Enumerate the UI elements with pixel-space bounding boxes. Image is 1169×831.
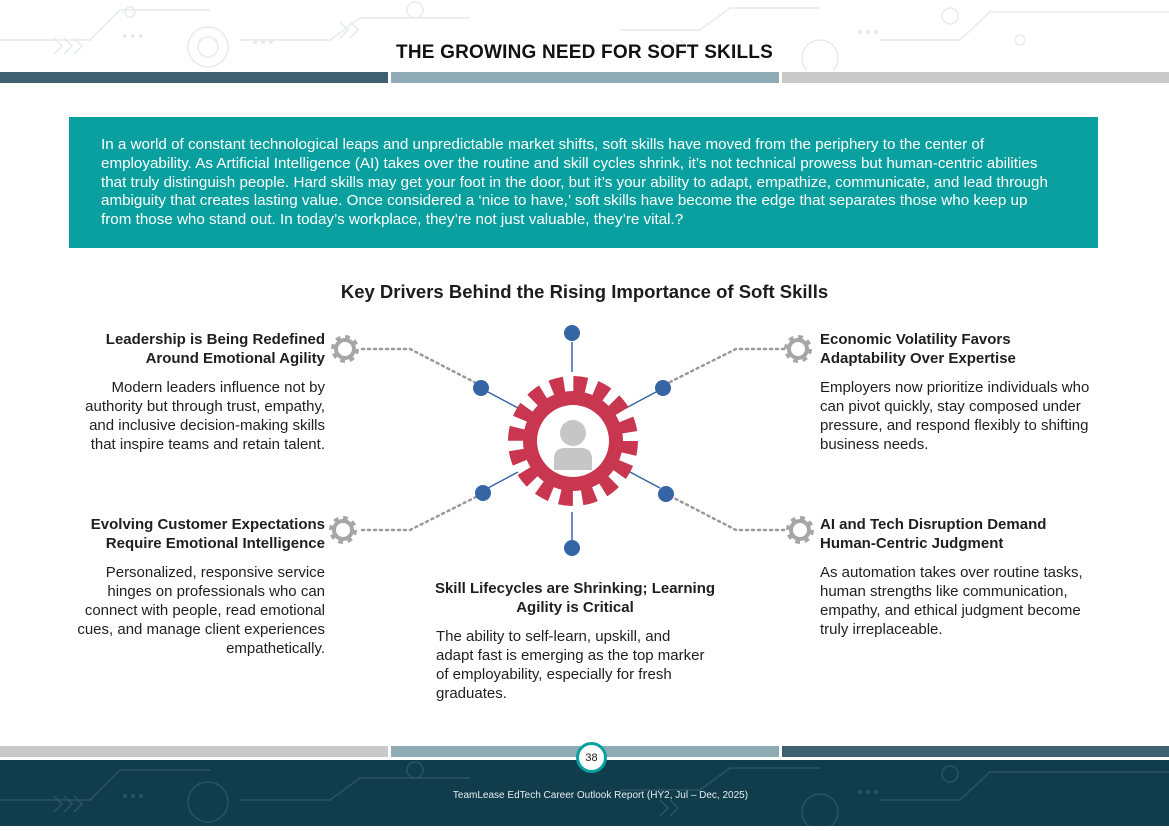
- node-top: [564, 325, 580, 341]
- driver-economic-title: Economic Volatility Favors Adaptability Over Expertise: [820, 331, 1016, 367]
- node-lower-left: [475, 485, 491, 501]
- gear-icon: [787, 338, 809, 360]
- gear-icon: [332, 519, 354, 541]
- node-bottom: [564, 540, 580, 556]
- footer-stripe-light: [0, 746, 388, 757]
- driver-lifecycle: [434, 579, 716, 703]
- node-lower-right: [658, 486, 674, 502]
- gear-icon: [789, 519, 811, 541]
- spoke-lower-right: [630, 472, 660, 488]
- spoke-lower-left: [488, 472, 518, 488]
- node-upper-right: [655, 380, 671, 396]
- driver-leadership-body: Modern leaders influence not by authority but through trust, empathy, and inclusive decision-making skills that inspire teams and retain talent.: [85, 379, 325, 453]
- connector-economic: [666, 349, 784, 384]
- connector-customer: [362, 496, 478, 530]
- page-title: THE GROWING NEED FOR SOFT SKILLS: [396, 42, 773, 63]
- page-number-badge: 38: [576, 742, 607, 773]
- central-gear-icon: [517, 385, 629, 497]
- driver-ai-title: AI and Tech Disruption Demand Human-Centric Judgment: [820, 516, 1047, 552]
- driver-leadership: [68, 330, 325, 454]
- driver-customer-body: Personalized, responsive service hinges on professionals who can connect with people, read emotional cues, and manage client experiences empathetically.: [77, 564, 325, 657]
- driver-lifecycle-title: Skill Lifecycles are Shrinking; Learning Agility is Critical: [434, 580, 716, 616]
- driver-customer: [68, 515, 325, 658]
- spoke-upper-left: [488, 392, 518, 408]
- gear-icon: [334, 338, 356, 360]
- intro-text: In a world of constant technological leaps and unpredictable market shifts, soft skills have moved from the periphery to the center of employability. As Artificial Intelligence (AI) takes over the routine and skill cycles shrink, it’s not technical prowess but human-centric abilities that truly distinguish people. Hard skills may get your foot in the door, but it’s your ability to adapt, empathize, communicate, and lead through ambiguity that creates lasting value. Once considered a ‘nice to have,’ soft skills have become the edge that separates those who keep up from those who stand out. In today’s workplace, they’re not just valuable, they’re vital.?: [101, 136, 1048, 229]
- driver-economic-body: Employers now prioritize individuals who can pivot quickly, stay composed under pressure, and respond flexibly to shifting business needs.: [820, 379, 1090, 453]
- spoke-upper-right: [626, 392, 656, 408]
- footer-report-title: TeamLease EdTech Career Outlook Report (HY2, Jul – Dec, 2025): [452, 790, 749, 801]
- section-title: Key Drivers Behind the Rising Importance of Soft Skills: [340, 281, 829, 302]
- driver-customer-title: Evolving Customer Expectations Require Emotional Intelligence: [90, 516, 325, 552]
- driver-lifecycle-body: The ability to self-learn, upskill, and adapt fast is emerging as the top marker of employability, especially for fresh graduates.: [436, 628, 705, 702]
- connector-leadership: [362, 349, 478, 384]
- driver-economic: [820, 330, 1100, 454]
- footer-stripe-dark: [782, 746, 1169, 757]
- driver-ai-body: As automation takes over routine tasks, human strengths like communication, empathy, and ethical judgment become truly irreplaceable.: [820, 564, 1083, 638]
- node-upper-left: [473, 380, 489, 396]
- connector-ai: [670, 496, 784, 530]
- driver-leadership-title: Leadership is Being Redefined Around Emotional Agility: [105, 331, 325, 367]
- driver-ai: [820, 515, 1105, 639]
